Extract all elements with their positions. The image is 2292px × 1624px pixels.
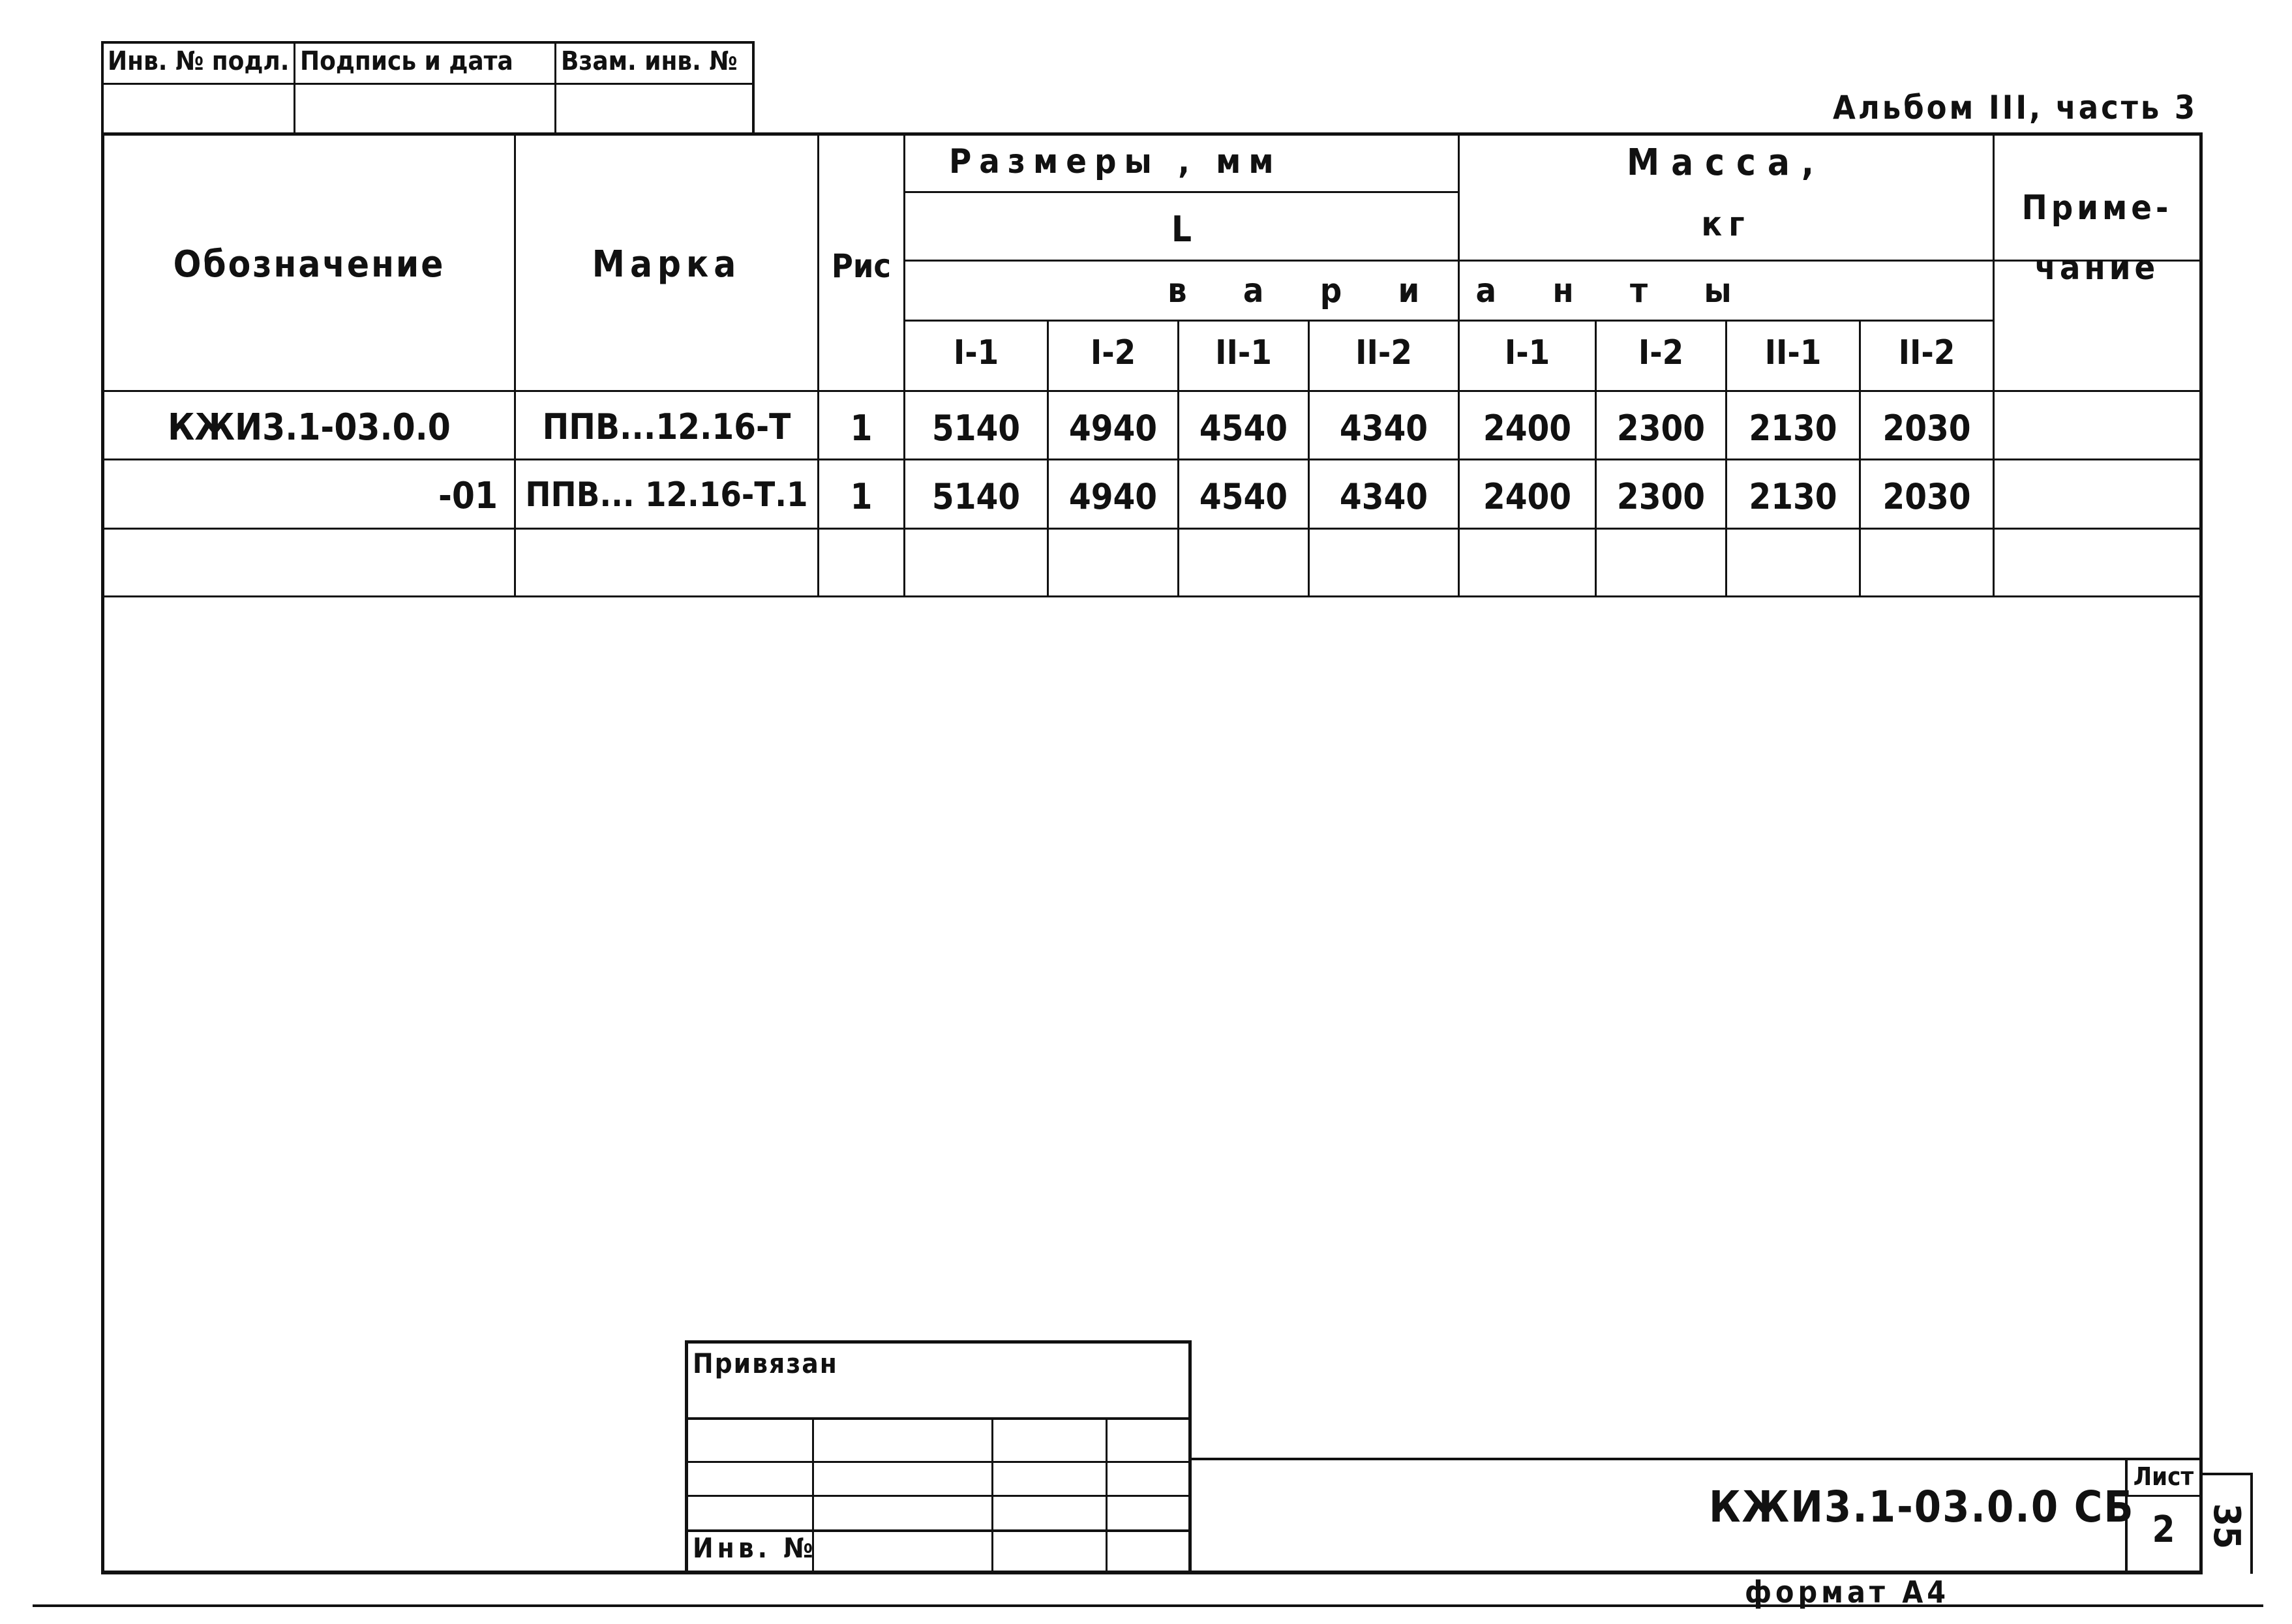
row-value: 2400 — [1483, 476, 1572, 517]
row-value: 2400 — [1483, 408, 1572, 449]
header-fig: Рис — [831, 247, 892, 285]
variant-col-4: II-2 — [1355, 333, 1412, 372]
row-value: 4540 — [1199, 476, 1288, 517]
row-value: 5140 — [931, 476, 1021, 517]
row-value: 2130 — [1749, 408, 1837, 449]
row-value: 5140 — [931, 408, 1021, 449]
privyazan-label: Привязан — [693, 1347, 838, 1379]
header-mass: Масса, — [1627, 142, 1826, 184]
stamp-replace-label: Взам. инв. № — [561, 46, 738, 76]
variant-col-2: I-2 — [1090, 333, 1136, 372]
variant-col-7: II-1 — [1764, 333, 1822, 372]
document-code: КЖИ3.1-03.0.0 СБ — [1709, 1482, 2135, 1532]
row-value: 4540 — [1199, 408, 1288, 449]
variant-col-3: II-1 — [1215, 333, 1272, 372]
row-value: 2130 — [1749, 476, 1837, 517]
variant-col-1: I-1 — [953, 333, 999, 372]
sheet-label: Лист — [2133, 1462, 2194, 1491]
header-sizes: Размеры , мм — [949, 142, 1282, 181]
header-designation: Обозначение — [173, 243, 445, 286]
variant-col-6: I-2 — [1638, 333, 1684, 372]
row-value: 4940 — [1068, 408, 1158, 449]
header-mass-unit: кг — [1701, 205, 1751, 244]
row-value: 2030 — [1882, 408, 1971, 449]
row-value: 2300 — [1616, 476, 1706, 517]
row-value: 4940 — [1068, 476, 1158, 517]
header-note-line1: Приме- — [2021, 188, 2173, 228]
stamp-signature-label: Подпись и дата — [300, 46, 513, 76]
inv-no-label: Инв. № — [693, 1532, 817, 1564]
row-designation: -01 — [438, 475, 498, 517]
variant-col-5: I-1 — [1504, 333, 1550, 372]
format-label: формат А4 — [1745, 1574, 1950, 1610]
variant-col-8: II-2 — [1898, 333, 1955, 372]
row-value: 2300 — [1616, 408, 1706, 449]
row-value: 4340 — [1339, 476, 1428, 517]
header-variants: в а р и а н т ы — [1168, 271, 1755, 310]
row-fig: 1 — [850, 476, 873, 517]
header-sizes-l: L — [1171, 209, 1192, 250]
side-page-number: 35 — [2205, 1503, 2248, 1550]
stamp-inv-label: Инв. № подл. — [108, 46, 290, 76]
album-label: Альбом III, часть 3 — [1833, 89, 2198, 127]
header-mark: Марка — [592, 243, 742, 286]
row-value: 4340 — [1339, 408, 1428, 449]
sheet-number: 2 — [2152, 1509, 2175, 1551]
row-fig: 1 — [850, 408, 873, 449]
row-designation: КЖИ3.1-03.0.0 — [168, 406, 451, 449]
row-mark: ППВ... 12.16-Т.1 — [525, 475, 808, 515]
row-value: 2030 — [1882, 476, 1971, 517]
header-note-line2: чание — [2034, 248, 2160, 288]
row-mark: ППВ...12.16-Т — [542, 406, 791, 447]
